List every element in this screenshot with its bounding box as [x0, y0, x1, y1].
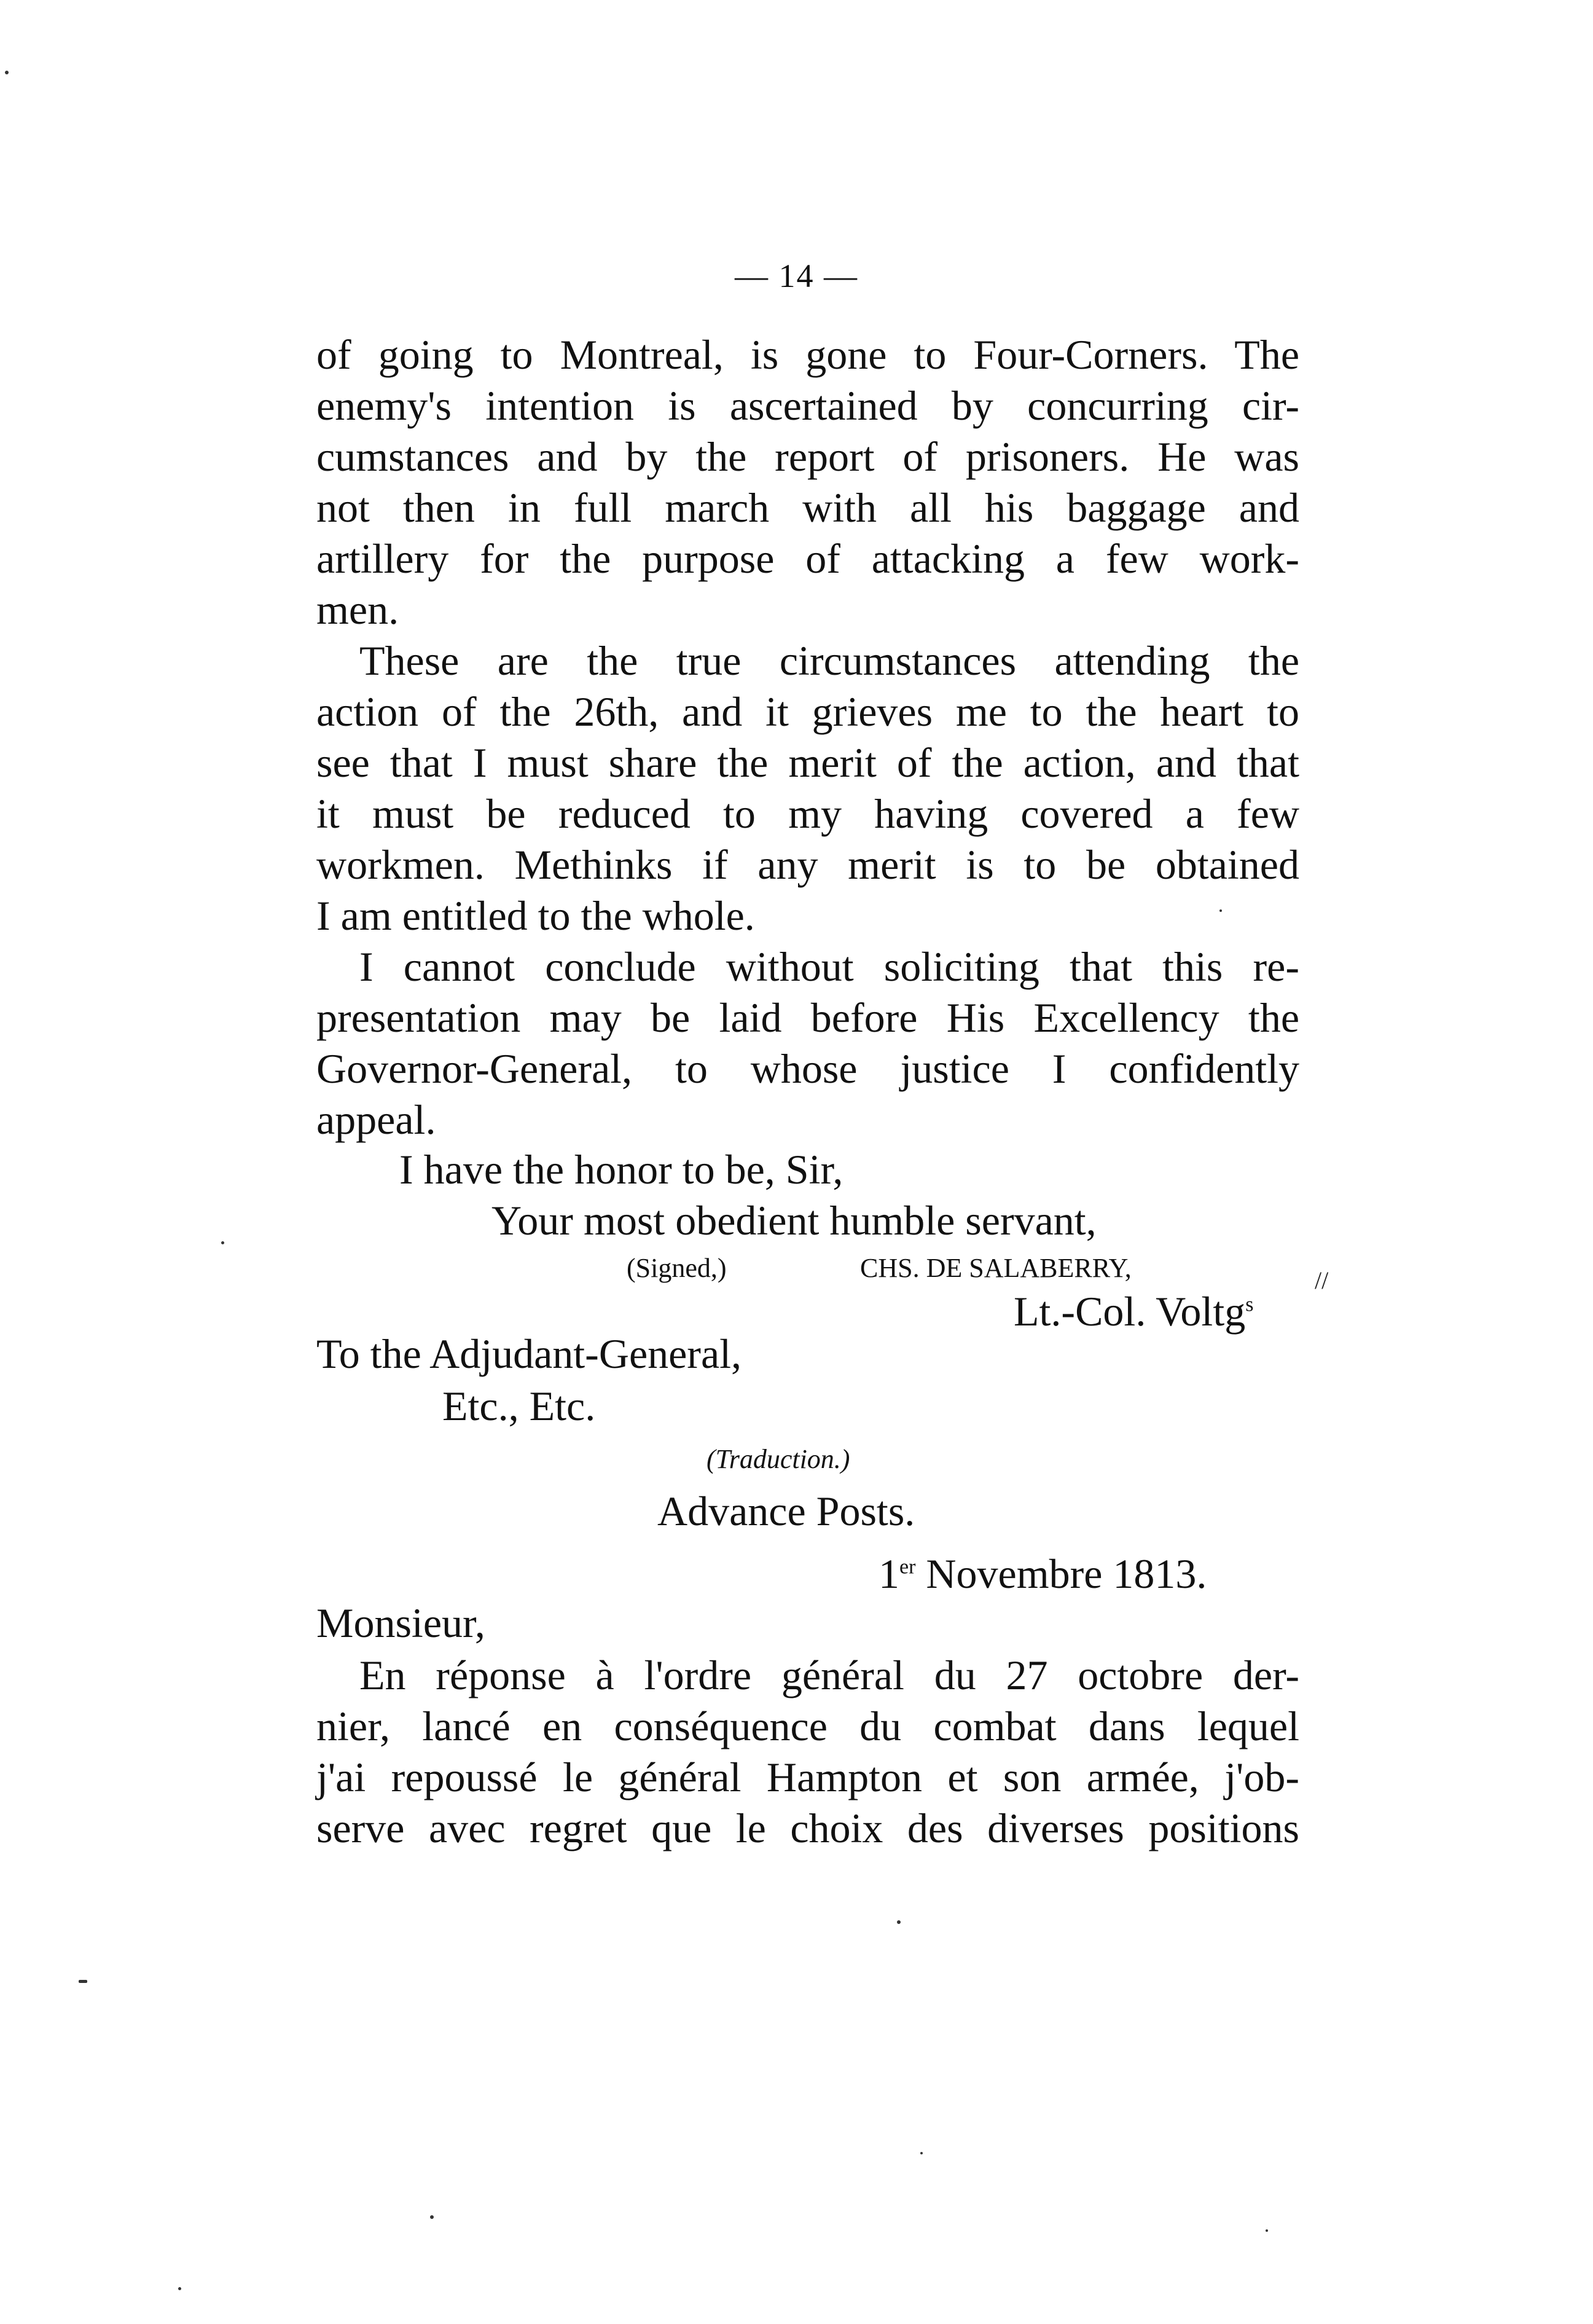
date-rest: Novembre 1813. [915, 1550, 1207, 1597]
scan-speck [178, 2287, 181, 2290]
date-day: 1 [879, 1550, 899, 1597]
signed-label: (Signed,) [627, 1253, 727, 1283]
text-line: not then in full march with all his baggage and [316, 484, 1299, 531]
text-line: j'ai repoussé le général Hampton et son armée, j'ob- [316, 1754, 1299, 1800]
text-line: presentation may be laid before His Excellency the [316, 994, 1299, 1041]
paragraph-continuation [316, 329, 1299, 635]
text-line: see that I must share the merit of the action, and that [316, 739, 1299, 786]
signer-title-superscript: s [1245, 1293, 1254, 1316]
handwritten-mark: // [1315, 1266, 1329, 1294]
text-line: enemy's intention is ascertained by concurring cir- [316, 382, 1299, 429]
paragraph-true-circumstances [316, 635, 1299, 941]
paragraph-french [316, 1650, 1299, 1854]
scan-speck [1266, 2229, 1268, 2232]
text-line: En réponse à l'ordre général du 27 octobre der- [359, 1652, 1299, 1698]
translation-label: (Traduction.) [706, 1444, 850, 1474]
closing-honor: I have the honor to be, Sir, [399, 1146, 843, 1193]
page-number: — 14 — [735, 257, 858, 294]
signer-name: CHS. DE SALABERRY, [860, 1253, 1132, 1283]
scan-speck [221, 1241, 224, 1244]
scan-speck [79, 1980, 87, 1983]
signer-title-main: Lt.-Col. Voltg [1014, 1288, 1246, 1335]
text-line: it must be reduced to my having covered a few [316, 790, 1299, 837]
date-day-superscript: er [899, 1555, 916, 1579]
text-line: Governor-General, to whose justice I confidently [316, 1045, 1299, 1092]
text-line: I cannot conclude without soliciting that this re- [359, 943, 1299, 990]
scan-speck [1219, 909, 1222, 912]
text-line: cumstances and by the report of prisoners. He was [316, 433, 1299, 480]
addressee-etc: Etc., Etc. [442, 1383, 596, 1429]
text-line: appeal. [316, 1096, 436, 1143]
text-line: These are the true circumstances attending the [359, 637, 1299, 684]
scan-speck [920, 2152, 923, 2154]
closing-servant: Your most obedient humble servant, [491, 1197, 1097, 1244]
text-line: artillery for the purpose of attacking a few work- [316, 535, 1299, 582]
translation-heading: Advance Posts. [657, 1488, 915, 1534]
text-line: workmen. Methinks if any merit is to be obtained [316, 841, 1299, 888]
translation-date [879, 1549, 1207, 1600]
text-line: action of the 26th, and it grieves me to the heart to [316, 688, 1299, 735]
scan-speck [5, 71, 9, 74]
salutation: Monsieur, [316, 1600, 485, 1646]
paragraph-conclusion [316, 941, 1299, 1145]
text-line: I am entitled to the whole. [316, 892, 755, 939]
signer-title [1014, 1286, 1253, 1337]
text-line: of going to Montreal, is gone to Four-Corners. The [316, 331, 1299, 378]
scan-speck [430, 2215, 434, 2219]
scan-speck [897, 1920, 901, 1924]
text-line: nier, lancé en conséquence du combat dans lequel [316, 1703, 1299, 1749]
text-line: men. [316, 586, 399, 633]
text-line: serve avec regret que le choix des diverses positions [316, 1805, 1299, 1851]
addressee-line: To the Adjudant-General, [316, 1330, 742, 1377]
